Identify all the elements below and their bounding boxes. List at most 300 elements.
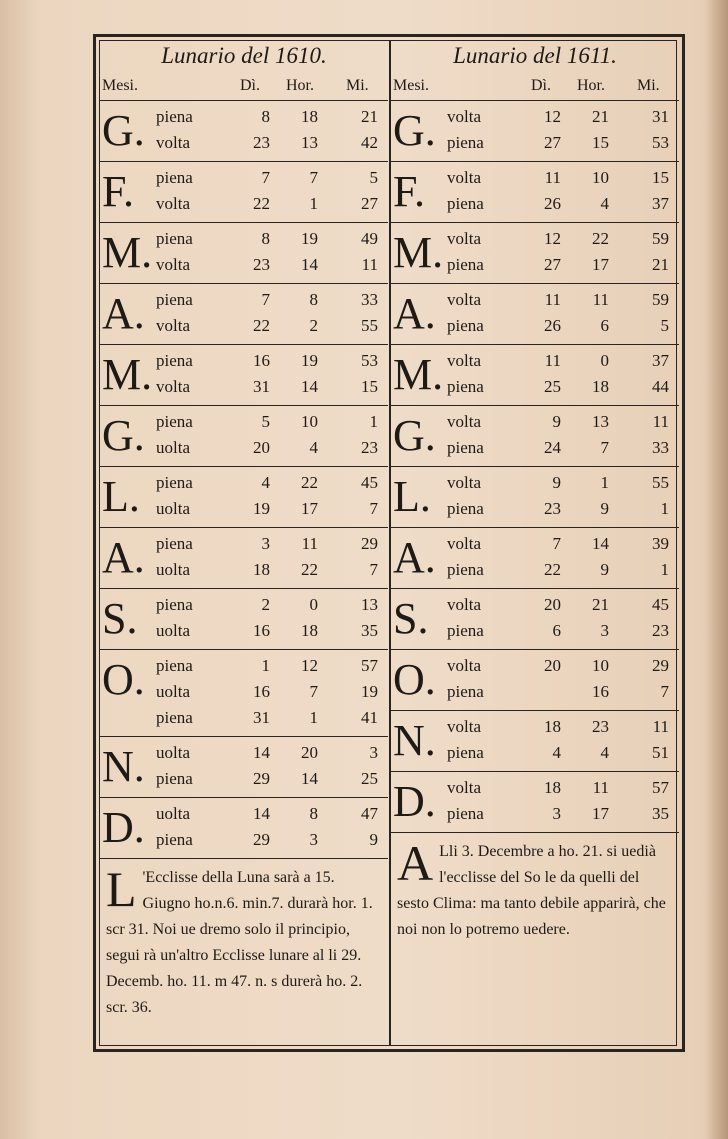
- phase-label: piena: [447, 499, 484, 518]
- phase-hour: 15: [592, 133, 609, 152]
- phase-hour: 20: [301, 743, 318, 762]
- phase-row: [391, 557, 679, 583]
- phase-day: 16: [253, 621, 270, 640]
- phase-minute: 57: [361, 656, 378, 675]
- phase-label: uolta: [156, 621, 190, 640]
- phase-minute: 57: [652, 778, 669, 797]
- month-block: [100, 345, 388, 406]
- phase-label: piena: [156, 107, 193, 126]
- note-drop-cap: L: [106, 861, 137, 917]
- phase-label: piena: [447, 560, 484, 579]
- phase-hour: 7: [309, 168, 318, 187]
- phase-hour: 17: [592, 255, 609, 274]
- month-initial: G.: [102, 411, 145, 460]
- phase-day: 11: [544, 351, 561, 370]
- phase-hour: 22: [301, 560, 318, 579]
- month-block: [391, 589, 679, 650]
- phase-label: volta: [447, 778, 481, 797]
- phase-hour: 0: [309, 595, 318, 614]
- phase-hour: 4: [600, 194, 609, 213]
- phase-minute: 23: [361, 438, 378, 457]
- month-initial: A.: [102, 533, 145, 582]
- phase-day: 19: [253, 499, 270, 518]
- month-initial: D.: [393, 777, 436, 826]
- phase-hour: 4: [309, 438, 318, 457]
- phase-minute: 44: [652, 377, 669, 396]
- phase-minute: 51: [652, 743, 669, 762]
- phase-label: piena: [447, 743, 484, 762]
- phase-label: volta: [156, 133, 190, 152]
- phase-label: volta: [447, 107, 481, 126]
- phase-label: piena: [447, 804, 484, 823]
- phase-label: uolta: [156, 560, 190, 579]
- phase-hour: 8: [309, 804, 318, 823]
- month-initial: G.: [102, 106, 145, 155]
- phase-row: [100, 496, 388, 522]
- month-initial: M.: [102, 350, 153, 399]
- phase-row: [391, 191, 679, 217]
- phase-row: [391, 496, 679, 522]
- phase-minute: 49: [361, 229, 378, 248]
- phase-minute: 35: [361, 621, 378, 640]
- phase-row: [100, 618, 388, 644]
- phase-day: 27: [544, 133, 561, 152]
- phase-day: 7: [261, 290, 270, 309]
- phase-minute: 9: [369, 830, 378, 849]
- phase-label: uolta: [156, 438, 190, 457]
- phase-hour: 10: [592, 168, 609, 187]
- month-initial: A.: [393, 533, 436, 582]
- month-initial: L.: [393, 472, 431, 521]
- phase-row: [391, 592, 679, 618]
- phase-day: 4: [261, 473, 270, 492]
- phase-minute: 1: [660, 499, 669, 518]
- month-initial: S.: [393, 594, 429, 643]
- phase-day: 31: [253, 377, 270, 396]
- phase-hour: 2: [309, 316, 318, 335]
- phase-label: piena: [447, 133, 484, 152]
- phase-minute: 39: [652, 534, 669, 553]
- month-initial: M.: [102, 228, 153, 277]
- phase-row: [391, 679, 679, 705]
- phase-minute: 11: [652, 412, 669, 431]
- phase-row: [391, 714, 679, 740]
- phase-row: [391, 287, 679, 313]
- phase-day: 8: [261, 229, 270, 248]
- note-drop-cap: A: [397, 835, 434, 891]
- phase-day: 1: [261, 656, 270, 675]
- phase-minute: 53: [361, 351, 378, 370]
- phase-minute: 53: [652, 133, 669, 152]
- phase-day: 9: [552, 473, 561, 492]
- month-block: [391, 467, 679, 528]
- phase-hour: 17: [301, 499, 318, 518]
- phase-day: 20: [253, 438, 270, 457]
- phase-minute: 35: [652, 804, 669, 823]
- phase-label: uolta: [156, 499, 190, 518]
- phase-day: 14: [253, 804, 270, 823]
- phase-minute: 5: [369, 168, 378, 187]
- month-block: [100, 101, 388, 162]
- phase-minute: 59: [652, 290, 669, 309]
- phase-hour: 13: [592, 412, 609, 431]
- phase-row: [391, 409, 679, 435]
- phase-day: 3: [552, 804, 561, 823]
- phase-minute: 19: [361, 682, 378, 701]
- phase-hour: 14: [301, 377, 318, 396]
- phase-label: piena: [156, 229, 193, 248]
- phase-day: 6: [552, 621, 561, 640]
- column-header-row: [100, 72, 388, 101]
- phase-row: [100, 705, 388, 731]
- phase-label: volta: [447, 412, 481, 431]
- phase-hour: 21: [592, 107, 609, 126]
- phase-day: 18: [253, 560, 270, 579]
- phase-day: 11: [544, 290, 561, 309]
- phase-row: [391, 470, 679, 496]
- phase-label: volta: [447, 351, 481, 370]
- phase-minute: 1: [660, 560, 669, 579]
- phase-label: volta: [447, 656, 481, 675]
- phase-minute: 21: [361, 107, 378, 126]
- month-initial: A.: [102, 289, 145, 338]
- phase-day: 3: [261, 534, 270, 553]
- phase-label: piena: [156, 290, 193, 309]
- month-block: [100, 650, 388, 737]
- phase-row: [391, 130, 679, 156]
- month-initial: O.: [393, 655, 436, 704]
- phase-label: volta: [447, 473, 481, 492]
- phase-day: 18: [544, 778, 561, 797]
- phase-row: [391, 775, 679, 801]
- phase-label: piena: [156, 708, 193, 727]
- phase-hour: 11: [301, 534, 318, 553]
- phase-day: 26: [544, 194, 561, 213]
- phase-row: [100, 287, 388, 313]
- phase-minute: 1: [369, 412, 378, 431]
- phase-minute: 7: [369, 560, 378, 579]
- phase-hour: 9: [600, 560, 609, 579]
- phase-row: [100, 191, 388, 217]
- phase-hour: 12: [301, 656, 318, 675]
- month-block: [100, 589, 388, 650]
- phase-row: [391, 740, 679, 766]
- phase-row: [100, 531, 388, 557]
- phase-row: [100, 409, 388, 435]
- phase-label: piena: [156, 595, 193, 614]
- phase-day: 22: [253, 194, 270, 213]
- phase-label: uolta: [156, 804, 190, 823]
- phase-day: 12: [544, 107, 561, 126]
- phase-day: 20: [544, 595, 561, 614]
- month-block: [100, 528, 388, 589]
- phase-day: 23: [544, 499, 561, 518]
- phase-label: uolta: [156, 743, 190, 762]
- phase-day: 27: [544, 255, 561, 274]
- phase-minute: 21: [652, 255, 669, 274]
- phase-hour: 11: [592, 778, 609, 797]
- lunario-1611-column: [391, 40, 679, 947]
- phase-day: 7: [552, 534, 561, 553]
- phase-row: [100, 130, 388, 156]
- column-header-row: [391, 72, 679, 101]
- phase-day: 9: [552, 412, 561, 431]
- phase-day: 8: [261, 107, 270, 126]
- phase-row: [100, 470, 388, 496]
- phase-hour: 21: [592, 595, 609, 614]
- month-block: [391, 650, 679, 711]
- phase-minute: 55: [361, 316, 378, 335]
- lunario-1610-column: [100, 40, 388, 1025]
- phase-day: 25: [544, 377, 561, 396]
- month-block: [100, 406, 388, 467]
- hour-header: Hor.: [577, 77, 605, 94]
- month-initial: F.: [393, 167, 425, 216]
- phase-row: [391, 165, 679, 191]
- month-initial: O.: [102, 655, 145, 704]
- phase-hour: 1: [309, 708, 318, 727]
- phase-minute: 7: [660, 682, 669, 701]
- phase-row: [100, 653, 388, 679]
- phase-label: volta: [447, 168, 481, 187]
- phase-label: piena: [156, 168, 193, 187]
- month-initial: M.: [393, 228, 444, 277]
- phase-day: 22: [253, 316, 270, 335]
- phase-hour: 13: [301, 133, 318, 152]
- phase-minute: 27: [361, 194, 378, 213]
- phase-row: [391, 252, 679, 278]
- phase-hour: 19: [301, 351, 318, 370]
- phase-minute: 29: [361, 534, 378, 553]
- phase-hour: 3: [309, 830, 318, 849]
- note-text: Lli 3. Decembre a ho. 21. si uedià l'ecclisse del So le da quelli del sesto Clima: ma tanto debile apparirà, che noi non lo potremo uedere.: [397, 843, 666, 938]
- phase-row: [391, 226, 679, 252]
- month-block: [100, 284, 388, 345]
- page-gutter-shadow: [706, 0, 728, 1139]
- phase-hour: 22: [592, 229, 609, 248]
- phase-row: [391, 374, 679, 400]
- phase-hour: 9: [600, 499, 609, 518]
- hour-header: Hor.: [286, 77, 314, 94]
- month-block: [391, 345, 679, 406]
- phase-day: 24: [544, 438, 561, 457]
- month-block: [391, 284, 679, 345]
- phase-label: volta: [156, 316, 190, 335]
- phase-row: [391, 313, 679, 339]
- phase-hour: 8: [309, 290, 318, 309]
- phase-label: piena: [447, 316, 484, 335]
- phase-row: [100, 827, 388, 853]
- phase-day: 22: [544, 560, 561, 579]
- phase-day: 2: [261, 595, 270, 614]
- phase-minute: 15: [361, 377, 378, 396]
- phase-label: volta: [447, 717, 481, 736]
- phase-row: [100, 104, 388, 130]
- phase-hour: 18: [592, 377, 609, 396]
- phase-hour: 10: [301, 412, 318, 431]
- month-block: [100, 467, 388, 528]
- eclipse-note: [391, 833, 679, 947]
- phase-row: [100, 592, 388, 618]
- phase-label: volta: [447, 229, 481, 248]
- phase-minute: 23: [652, 621, 669, 640]
- phase-day: 31: [253, 708, 270, 727]
- phase-label: volta: [447, 290, 481, 309]
- phase-label: piena: [156, 534, 193, 553]
- phase-label: piena: [447, 377, 484, 396]
- phase-hour: 22: [301, 473, 318, 492]
- phase-label: volta: [156, 194, 190, 213]
- minute-header: Mi.: [346, 77, 369, 94]
- phase-hour: 0: [600, 351, 609, 370]
- phase-minute: 5: [660, 316, 669, 335]
- phase-hour: 7: [309, 682, 318, 701]
- month-initial: A.: [393, 289, 436, 338]
- phase-minute: 41: [361, 708, 378, 727]
- month-block: [100, 798, 388, 859]
- month-initial: L.: [102, 472, 140, 521]
- phase-row: [391, 653, 679, 679]
- phase-row: [100, 801, 388, 827]
- phase-label: piena: [156, 412, 193, 431]
- phase-row: [100, 374, 388, 400]
- phase-minute: 3: [369, 743, 378, 762]
- phase-day: 18: [544, 717, 561, 736]
- phase-day: 29: [253, 769, 270, 788]
- phase-hour: 16: [592, 682, 609, 701]
- month-initial: G.: [393, 106, 436, 155]
- phase-label: piena: [156, 473, 193, 492]
- phase-hour: 7: [600, 438, 609, 457]
- phase-minute: 25: [361, 769, 378, 788]
- phase-minute: 33: [652, 438, 669, 457]
- phase-minute: 42: [361, 133, 378, 152]
- phase-day: 23: [253, 133, 270, 152]
- month-block: [391, 528, 679, 589]
- phase-minute: 31: [652, 107, 669, 126]
- phase-minute: 59: [652, 229, 669, 248]
- phase-minute: 11: [361, 255, 378, 274]
- phase-minute: 7: [369, 499, 378, 518]
- phase-hour: 14: [592, 534, 609, 553]
- note-text: 'Ecclisse della Luna sarà a 15. Giugno ho.n.6. min.7. durarà hor. 1. scr 31. Noi ue dremo solo il principio, segui rà un'altro Ecclisse lunare al li 29. Decemb. ho. 11. m 47. n. s durerà ho. 2. scr. 36.: [106, 869, 373, 1016]
- month-block: [391, 162, 679, 223]
- month-block: [391, 772, 679, 833]
- phase-row: [391, 801, 679, 827]
- phase-day: 20: [544, 656, 561, 675]
- phase-label: piena: [447, 255, 484, 274]
- month-block: [391, 101, 679, 162]
- phase-row: [100, 252, 388, 278]
- month-header: Mesi.: [102, 77, 138, 94]
- day-header: Dì.: [240, 77, 260, 94]
- phase-row: [391, 531, 679, 557]
- phase-row: [100, 226, 388, 252]
- phase-label: piena: [156, 351, 193, 370]
- phase-hour: 4: [600, 743, 609, 762]
- month-initial: M.: [393, 350, 444, 399]
- phase-label: piena: [447, 682, 484, 701]
- phase-hour: 3: [600, 621, 609, 640]
- phase-minute: 33: [361, 290, 378, 309]
- phase-label: uolta: [156, 682, 190, 701]
- phase-label: piena: [156, 830, 193, 849]
- phase-hour: 17: [592, 804, 609, 823]
- phase-row: [100, 679, 388, 705]
- phase-row: [100, 766, 388, 792]
- phase-row: [391, 618, 679, 644]
- phase-day: 4: [552, 743, 561, 762]
- phase-hour: 23: [592, 717, 609, 736]
- phase-hour: 6: [600, 316, 609, 335]
- phase-minute: 47: [361, 804, 378, 823]
- phase-minute: 37: [652, 351, 669, 370]
- phase-label: piena: [447, 438, 484, 457]
- phase-minute: 37: [652, 194, 669, 213]
- phase-row: [391, 435, 679, 461]
- column-title: Lunario del 1611.: [453, 43, 617, 68]
- phase-label: volta: [156, 255, 190, 274]
- phase-label: piena: [156, 656, 193, 675]
- phase-hour: 1: [600, 473, 609, 492]
- month-block: [391, 223, 679, 284]
- phase-row: [100, 740, 388, 766]
- phase-row: [100, 313, 388, 339]
- phase-hour: 11: [592, 290, 609, 309]
- phase-day: 26: [544, 316, 561, 335]
- phase-label: piena: [447, 621, 484, 640]
- month-initial: N.: [393, 716, 436, 765]
- phase-day: 12: [544, 229, 561, 248]
- phase-row: [391, 348, 679, 374]
- phase-day: 16: [253, 351, 270, 370]
- phase-day: 16: [253, 682, 270, 701]
- phase-label: volta: [156, 377, 190, 396]
- column-title: Lunario del 1610.: [161, 43, 327, 68]
- minute-header: Mi.: [637, 77, 660, 94]
- phase-minute: 13: [361, 595, 378, 614]
- phase-day: 5: [261, 412, 270, 431]
- phase-day: 29: [253, 830, 270, 849]
- phase-hour: 19: [301, 229, 318, 248]
- month-block: [100, 223, 388, 284]
- phase-minute: 45: [361, 473, 378, 492]
- month-block: [100, 737, 388, 798]
- phase-hour: 14: [301, 255, 318, 274]
- phase-label: piena: [447, 194, 484, 213]
- day-header: Dì.: [531, 77, 551, 94]
- phase-minute: 11: [652, 717, 669, 736]
- month-initial: D.: [102, 803, 145, 852]
- month-initial: G.: [393, 411, 436, 460]
- month-header: Mesi.: [393, 77, 429, 94]
- phase-row: [100, 165, 388, 191]
- phase-label: piena: [156, 769, 193, 788]
- phase-label: volta: [447, 595, 481, 614]
- phase-label: volta: [447, 534, 481, 553]
- phase-hour: 18: [301, 107, 318, 126]
- month-initial: N.: [102, 742, 145, 791]
- phase-day: 11: [544, 168, 561, 187]
- phase-hour: 1: [309, 194, 318, 213]
- phase-row: [100, 435, 388, 461]
- phase-minute: 55: [652, 473, 669, 492]
- phase-hour: 14: [301, 769, 318, 788]
- phase-row: [391, 104, 679, 130]
- month-block: [391, 406, 679, 467]
- phase-row: [100, 348, 388, 374]
- phase-minute: 29: [652, 656, 669, 675]
